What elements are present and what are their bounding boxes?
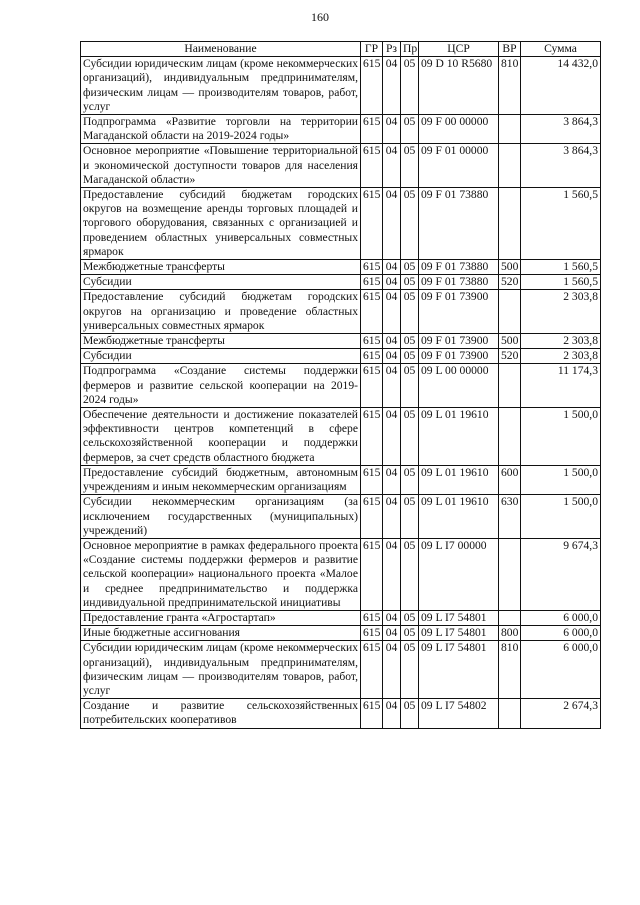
row-vr-cell — [499, 144, 521, 188]
row-gr-cell: 615 — [361, 144, 383, 188]
row-gr-cell: 615 — [361, 260, 383, 275]
row-vr-cell — [499, 699, 521, 728]
row-csr-cell: 09 F 01 73900 — [419, 334, 499, 349]
row-pr-cell: 05 — [401, 626, 419, 641]
row-vr-cell — [499, 188, 521, 260]
row-pr-cell: 05 — [401, 641, 419, 699]
row-vr-cell — [499, 610, 521, 625]
row-csr-cell: 09 F 01 73900 — [419, 349, 499, 364]
table-row — [81, 538, 601, 610]
row-pr-cell: 05 — [401, 290, 419, 334]
row-rz-cell: 04 — [383, 115, 401, 144]
row-name-cell: Субсидии — [81, 349, 361, 364]
row-name-cell: Межбюджетные трансферты — [81, 260, 361, 275]
row-gr-cell: 615 — [361, 349, 383, 364]
row-vr-cell — [499, 115, 521, 144]
row-name-cell: Субсидии юридическим лицам (кроме некоммерческих организаций), индивидуальным предпринимателям, физическим лицам — производителям товаров, работ, услуг — [81, 57, 361, 115]
row-pr-cell: 05 — [401, 538, 419, 610]
row-csr-cell: 09 L I7 54802 — [419, 699, 499, 728]
row-sum-cell: 3 864,3 — [521, 144, 601, 188]
row-csr-cell: 09 L 00 00000 — [419, 364, 499, 408]
row-name-cell: Обеспечение деятельности и достижение показателей эффективности центров компетенций в сфере сельскохозяйственной кооперации и поддержки фермеров, за счет средств областного бюджета — [81, 408, 361, 466]
row-sum-cell: 1 500,0 — [521, 465, 601, 494]
row-vr-cell: 520 — [499, 349, 521, 364]
row-sum-cell: 2 674,3 — [521, 699, 601, 728]
row-pr-cell: 05 — [401, 610, 419, 625]
row-gr-cell: 615 — [361, 641, 383, 699]
row-rz-cell: 04 — [383, 465, 401, 494]
row-vr-cell: 520 — [499, 275, 521, 290]
page-number: 160 — [311, 10, 329, 24]
row-pr-cell: 05 — [401, 144, 419, 188]
row-vr-cell: 630 — [499, 495, 521, 539]
row-sum-cell: 2 303,8 — [521, 349, 601, 364]
table-row — [81, 260, 601, 275]
row-gr-cell: 615 — [361, 626, 383, 641]
row-sum-cell: 9 674,3 — [521, 538, 601, 610]
row-gr-cell: 615 — [361, 57, 383, 115]
row-csr-cell: 09 D 10 R5680 — [419, 57, 499, 115]
row-name-cell: Подпрограмма «Развитие торговли на территории Магаданской области на 2019-2024 годы» — [81, 115, 361, 144]
row-name-cell: Предоставление субсидий бюджетным, автономным учреждениям и иным некоммерческим организациям — [81, 465, 361, 494]
row-csr-cell: 09 L I7 54801 — [419, 626, 499, 641]
row-rz-cell: 04 — [383, 57, 401, 115]
row-vr-cell — [499, 538, 521, 610]
row-rz-cell: 04 — [383, 364, 401, 408]
row-name-cell: Межбюджетные трансферты — [81, 334, 361, 349]
row-name-cell: Предоставление субсидий бюджетам городских округов на возмещение аренды торговых площадей и торгового оборудования, связанных с организацией и проведением областных универсальных совместных ярмарок — [81, 188, 361, 260]
row-name-cell: Создание и развитие сельскохозяйственных потребительских кооперативов — [81, 699, 361, 728]
row-csr-cell: 09 F 01 73880 — [419, 260, 499, 275]
column-header-rz: Рз — [383, 42, 401, 57]
row-rz-cell: 04 — [383, 408, 401, 466]
row-rz-cell: 04 — [383, 334, 401, 349]
row-csr-cell: 09 F 01 73880 — [419, 188, 499, 260]
table-row — [81, 334, 601, 349]
row-name-cell: Субсидии — [81, 275, 361, 290]
table-row — [81, 275, 601, 290]
row-name-cell: Субсидии юридическим лицам (кроме некоммерческих организаций), индивидуальным предпринимателям, физическим лицам — производителям товаров, работ, услуг — [81, 641, 361, 699]
column-header-sum: Сумма — [521, 42, 601, 57]
row-gr-cell: 615 — [361, 610, 383, 625]
row-gr-cell: 615 — [361, 115, 383, 144]
header-row — [81, 42, 601, 57]
row-gr-cell: 615 — [361, 188, 383, 260]
table-row — [81, 144, 601, 188]
row-pr-cell: 05 — [401, 57, 419, 115]
row-gr-cell: 615 — [361, 275, 383, 290]
row-csr-cell: 09 L 01 19610 — [419, 495, 499, 539]
row-name-cell: Подпрограмма «Создание системы поддержки фермеров и развитие сельской кооперации на 2019-2024 годы» — [81, 364, 361, 408]
row-rz-cell: 04 — [383, 349, 401, 364]
row-csr-cell: 09 L I7 54801 — [419, 610, 499, 625]
row-csr-cell: 09 F 00 00000 — [419, 115, 499, 144]
row-vr-cell — [499, 290, 521, 334]
row-sum-cell: 6 000,0 — [521, 626, 601, 641]
row-sum-cell: 1 560,5 — [521, 275, 601, 290]
row-sum-cell: 1 500,0 — [521, 495, 601, 539]
row-sum-cell: 6 000,0 — [521, 641, 601, 699]
row-pr-cell: 05 — [401, 188, 419, 260]
row-sum-cell: 1 560,5 — [521, 260, 601, 275]
row-gr-cell: 615 — [361, 495, 383, 539]
row-vr-cell: 800 — [499, 626, 521, 641]
column-header-gr: ГР — [361, 42, 383, 57]
row-name-cell: Предоставление субсидий бюджетам городских округов на организацию и проведение областных универсальных совместных ярмарок — [81, 290, 361, 334]
row-sum-cell: 1 560,5 — [521, 188, 601, 260]
row-vr-cell — [499, 364, 521, 408]
row-rz-cell: 04 — [383, 626, 401, 641]
row-rz-cell: 04 — [383, 641, 401, 699]
column-header-vr: ВР — [499, 42, 521, 57]
row-gr-cell: 615 — [361, 465, 383, 494]
row-pr-cell: 05 — [401, 334, 419, 349]
table-row — [81, 408, 601, 466]
table-row — [81, 641, 601, 699]
table-row — [81, 57, 601, 115]
row-sum-cell: 2 303,8 — [521, 290, 601, 334]
row-vr-cell: 810 — [499, 57, 521, 115]
row-pr-cell: 05 — [401, 275, 419, 290]
row-rz-cell: 04 — [383, 290, 401, 334]
row-gr-cell: 615 — [361, 364, 383, 408]
row-gr-cell: 615 — [361, 334, 383, 349]
row-name-cell: Субсидии некоммерческим организациям (за исключением государственных (муниципальных) учреждений) — [81, 495, 361, 539]
row-pr-cell: 05 — [401, 349, 419, 364]
row-rz-cell: 04 — [383, 144, 401, 188]
row-rz-cell: 04 — [383, 188, 401, 260]
row-csr-cell: 09 F 01 73900 — [419, 290, 499, 334]
table-row — [81, 699, 601, 728]
row-sum-cell: 2 303,8 — [521, 334, 601, 349]
row-gr-cell: 615 — [361, 538, 383, 610]
column-header-pr: Пр — [401, 42, 419, 57]
row-name-cell: Иные бюджетные ассигнования — [81, 626, 361, 641]
column-header-csr: ЦСР — [419, 42, 499, 57]
row-csr-cell: 09 L I7 54801 — [419, 641, 499, 699]
row-rz-cell: 04 — [383, 699, 401, 728]
row-pr-cell: 05 — [401, 364, 419, 408]
table-row — [81, 495, 601, 539]
row-rz-cell: 04 — [383, 260, 401, 275]
row-vr-cell: 810 — [499, 641, 521, 699]
row-rz-cell: 04 — [383, 610, 401, 625]
row-gr-cell: 615 — [361, 408, 383, 466]
row-csr-cell: 09 L 01 19610 — [419, 408, 499, 466]
row-csr-cell: 09 F 01 00000 — [419, 144, 499, 188]
row-csr-cell: 09 L 01 19610 — [419, 465, 499, 494]
row-rz-cell: 04 — [383, 538, 401, 610]
row-pr-cell: 05 — [401, 408, 419, 466]
row-name-cell: Основное мероприятие «Повышение территориальной и экономической доступности товаров для населения Магаданской области» — [81, 144, 361, 188]
table-row — [81, 364, 601, 408]
table-row — [81, 465, 601, 494]
table-row — [81, 626, 601, 641]
row-sum-cell: 1 500,0 — [521, 408, 601, 466]
row-name-cell: Предоставление гранта «Агростартап» — [81, 610, 361, 625]
row-csr-cell: 09 L I7 00000 — [419, 538, 499, 610]
row-rz-cell: 04 — [383, 495, 401, 539]
row-vr-cell: 500 — [499, 334, 521, 349]
row-pr-cell: 05 — [401, 260, 419, 275]
row-pr-cell: 05 — [401, 699, 419, 728]
row-pr-cell: 05 — [401, 495, 419, 539]
column-header-name: Наименование — [81, 42, 361, 57]
row-vr-cell — [499, 408, 521, 466]
row-sum-cell: 11 174,3 — [521, 364, 601, 408]
row-name-cell: Основное мероприятие в рамках федерального проекта «Создание системы поддержки фермеров и развитие сельской кооперации» национального проекта «Малое и среднее предпринимательство и поддержка индивидуальной предпринимательской инициативы — [81, 538, 361, 610]
row-vr-cell: 600 — [499, 465, 521, 494]
table-row — [81, 188, 601, 260]
table-row — [81, 290, 601, 334]
table-row — [81, 349, 601, 364]
row-gr-cell: 615 — [361, 699, 383, 728]
table-row — [81, 610, 601, 625]
row-pr-cell: 05 — [401, 115, 419, 144]
row-vr-cell: 500 — [499, 260, 521, 275]
budget-table — [80, 41, 601, 729]
row-sum-cell: 6 000,0 — [521, 610, 601, 625]
row-pr-cell: 05 — [401, 465, 419, 494]
table-row — [81, 115, 601, 144]
row-sum-cell: 3 864,3 — [521, 115, 601, 144]
row-gr-cell: 615 — [361, 290, 383, 334]
row-sum-cell: 14 432,0 — [521, 57, 601, 115]
row-rz-cell: 04 — [383, 275, 401, 290]
row-csr-cell: 09 F 01 73880 — [419, 275, 499, 290]
